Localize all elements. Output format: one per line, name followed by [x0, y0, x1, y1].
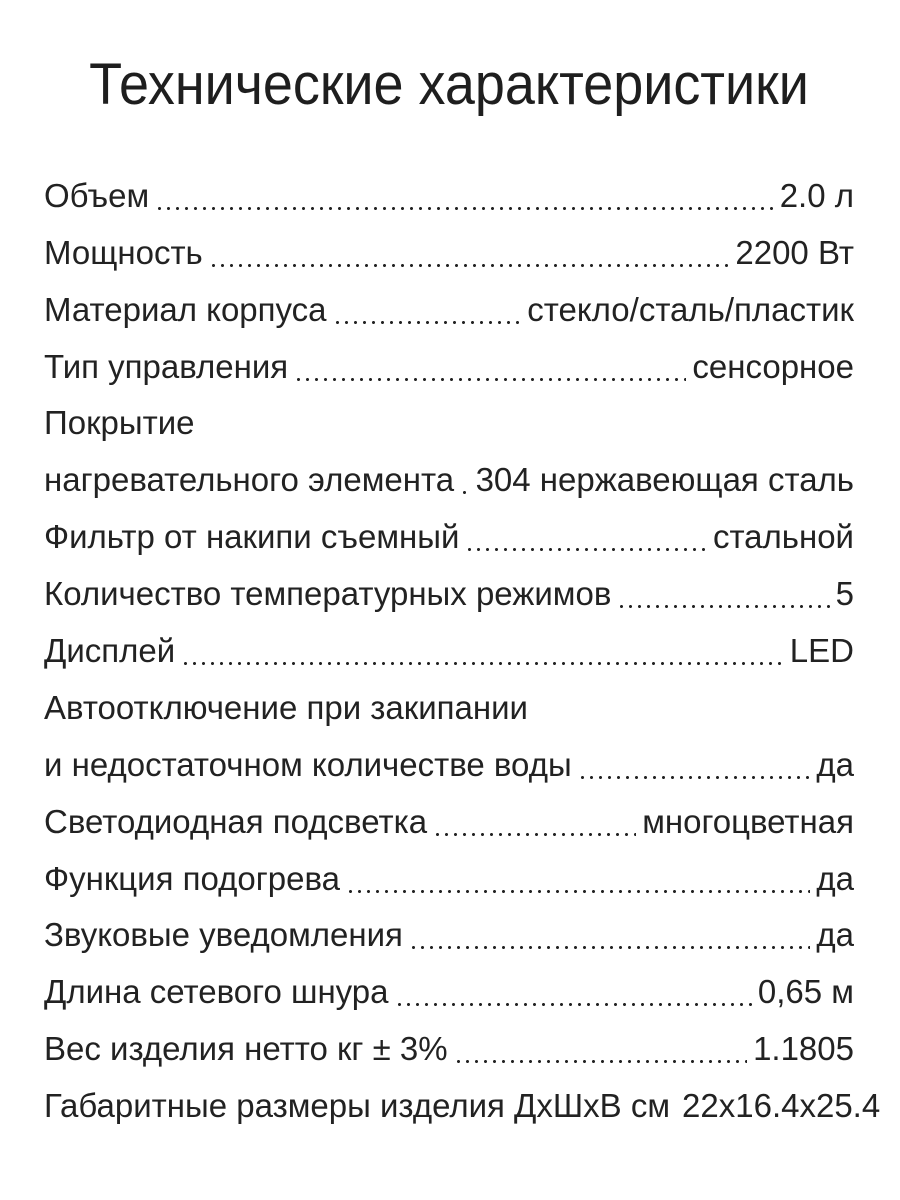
spec-row-display	[44, 620, 854, 677]
spec-row-dimensions	[44, 1075, 881, 1132]
spec-label: Объем	[44, 176, 150, 214]
spec-row-net-weight	[44, 1018, 854, 1075]
spec-value: 2200 Вт	[735, 233, 854, 271]
dot-leader	[465, 548, 707, 551]
spec-label: Фильтр от накипи съемный	[44, 518, 460, 556]
spec-label: Вес изделия нетто кг ± 3%	[44, 1030, 448, 1068]
spec-row-coating-heading	[44, 393, 854, 450]
spec-label: Количество температурных режимов	[44, 575, 612, 613]
spec-row-volume	[44, 165, 854, 222]
spec-label: Звуковые уведомления	[44, 916, 403, 954]
spec-row-keep-warm	[44, 848, 854, 905]
spec-value: стальной	[712, 518, 854, 556]
spec-label: нагревательного элемента	[44, 461, 455, 499]
spec-label: Покрытие	[44, 404, 195, 442]
spec-value: сенсорное	[692, 347, 854, 385]
dot-leader	[346, 890, 810, 893]
spec-value: 1.1805	[753, 1030, 854, 1068]
spec-value: многоцветная	[642, 802, 854, 840]
dot-leader	[578, 776, 811, 779]
dot-leader	[209, 264, 730, 267]
spec-label: Функция подогрева	[44, 859, 340, 897]
spec-value: да	[816, 859, 854, 897]
dot-leader	[460, 491, 470, 494]
spec-row-control-type	[44, 336, 854, 393]
spec-value: да	[816, 745, 854, 783]
spec-label: Габаритные размеры изделия ДхШхВ см	[44, 1087, 671, 1125]
spec-value: 5	[835, 575, 854, 613]
spec-row-led-backlight	[44, 791, 854, 848]
spec-value: LED	[789, 632, 854, 670]
spec-row-body-material	[44, 279, 854, 336]
spec-label: Светодиодная подсветка	[44, 802, 428, 840]
spec-row-scale-filter	[44, 506, 854, 563]
spec-label: Материал корпуса	[44, 290, 327, 328]
spec-row-power	[44, 222, 854, 279]
spec-label: Тип управления	[44, 347, 289, 385]
spec-row-auto-off	[44, 734, 854, 791]
spec-value: да	[816, 916, 854, 954]
dot-leader	[454, 1060, 747, 1063]
dot-leader	[409, 946, 810, 949]
spec-value: 0,65 м	[757, 973, 854, 1011]
spec-row-temperature-modes	[44, 563, 854, 620]
dot-leader	[395, 1003, 752, 1006]
spec-label: Автоотключение при закипании	[44, 688, 528, 726]
spec-value: стекло/сталь/пластик	[527, 290, 854, 328]
dot-leader	[617, 605, 829, 608]
dot-leader	[433, 833, 636, 836]
spec-value: 304 нержавеющая сталь	[475, 461, 854, 499]
spec-row-heating-element	[44, 449, 854, 506]
page-title: Технические характеристики	[89, 52, 809, 117]
dot-leader	[155, 207, 774, 210]
dot-leader	[181, 662, 784, 665]
spec-list	[44, 165, 881, 1132]
spec-label: Длина сетевого шнура	[44, 973, 389, 1011]
dot-leader	[333, 321, 522, 324]
spec-label: Дисплей	[44, 632, 176, 670]
spec-row-cord-length	[44, 961, 854, 1018]
spec-row-auto-off-heading	[44, 677, 854, 734]
spec-value: 22x16.4x25.4	[682, 1087, 881, 1125]
spec-label: Мощность	[44, 233, 203, 271]
spec-row-sound-alerts	[44, 905, 854, 962]
spec-label: и недостаточном количестве воды	[44, 745, 572, 783]
dot-leader	[294, 378, 686, 381]
spec-value: 2.0 л	[779, 176, 854, 214]
